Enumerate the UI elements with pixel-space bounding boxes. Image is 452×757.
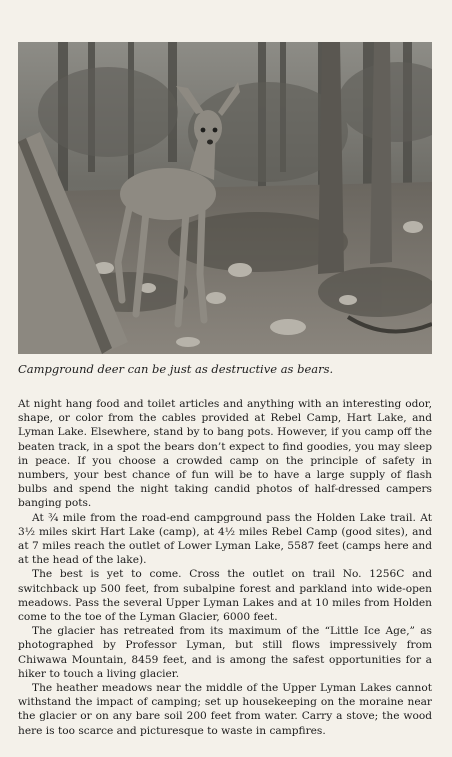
photo-caption: Campground deer can be just as destructive as bears. xyxy=(18,362,334,376)
deer-photo xyxy=(18,42,432,354)
article-body xyxy=(18,397,432,738)
paragraph-camping-advice: The heather meadows near the middle of the Upper Lyman Lakes cannot withstand the impact of camping; set up housekeeping on the moraine near the glacier or on any bare soil 200 feet from water. Carry a stove; the wood here is too scarce and picturesque to waste in campfires. xyxy=(18,682,432,737)
deer-in-forest-illustration xyxy=(18,42,432,354)
paragraph-bear-precautions: At night hang food and toilet articles and anything with an interesting odor, shape, or color from the cables provided at Rebel Camp, Hart Lake, and Lyman Lake. Elsewhere, stand by to bang pots. However, if you camp off the beaten track, in a spot the bears don’t expect to find goodies, you may sleep in peace. If you choose a crowded camp on the principle of safety in numbers, your best chance of fun will be to have a large supply of flash bulbs and spend the night taking candid photos of half-dressed campers banging pots. xyxy=(18,398,432,510)
paragraph-glacier: The glacier has retreated from its maximum of the “Little Ice Age,” as photographed by Professor Lyman, but still flows impressively from Chiwawa Mountain, 8459 feet, and is among the safest opportunities for a hiker to touch a living glacier. xyxy=(18,625,432,680)
paragraph-trail-mileage: At ¾ mile from the road-end campground pass the Holden Lake trail. At 3½ miles skirt Hart Lake (camp), at 4½ miles Rebel Camp (good sites), and at 7 miles reach the outlet of Lower Lyman Lake, 5587 feet (camps here and at the head of the lake). xyxy=(18,511,432,567)
paragraph-upper-lakes: The best is yet to come. Cross the outlet on trail No. 1256C and switchback up 500 feet, from subalpine forest and parkland into wide-open meadows. Pass the several Upper Lyman Lakes and at 10 miles from Holden come to the toe of the Lyman Glacier, 6000 feet. xyxy=(18,568,432,624)
